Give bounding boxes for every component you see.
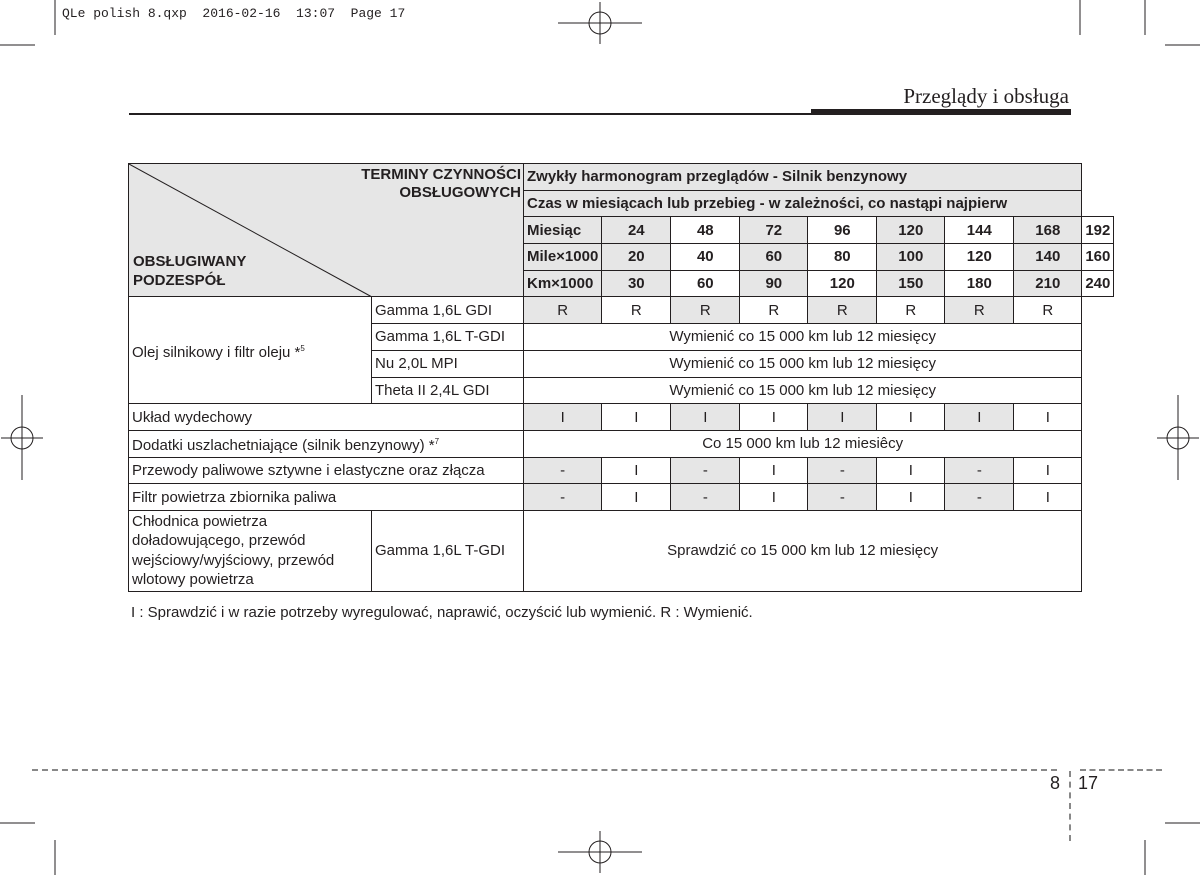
interval-cell: 160 xyxy=(1082,244,1114,271)
intercooler-row-label: Chłodnica powietrza doładowującego, przewód wejściowy/wyjściowy, przewód wlotowy powietrza xyxy=(129,510,372,591)
action-cell: I xyxy=(877,457,945,484)
interval-cell: 120 xyxy=(877,217,945,244)
action-cell: - xyxy=(671,457,740,484)
action-cell: R xyxy=(602,297,671,324)
action-cell: I xyxy=(602,484,671,511)
interval-cell: 80 xyxy=(808,244,877,271)
action-cell: I xyxy=(877,404,945,431)
exhaust-row-label: Układ wydechowy xyxy=(129,404,524,431)
page-number: 17 xyxy=(1078,773,1099,793)
interval-cell: 100 xyxy=(877,244,945,271)
interval-cell: 90 xyxy=(740,270,808,297)
interval-note: Wymienić co 15 000 km lub 12 miesięcy xyxy=(524,377,1082,404)
engine-label: Theta II 2,4L GDI xyxy=(372,377,524,404)
action-cell: I xyxy=(671,404,740,431)
engine-label: Gamma 1,6L GDI xyxy=(372,297,524,324)
action-cell: R xyxy=(524,297,602,324)
interval-cell: 210 xyxy=(1014,270,1082,297)
section-title: Przeglądy i obsługa xyxy=(903,84,1069,108)
interval-note: Sprawdzić co 15 000 km lub 12 miesięcy xyxy=(524,510,1082,591)
interval-cell: 120 xyxy=(945,244,1014,271)
action-cell: I xyxy=(1014,457,1082,484)
action-cell: R xyxy=(740,297,808,324)
interval-cell: 24 xyxy=(602,217,671,244)
action-cell: R xyxy=(877,297,945,324)
maintenance-schedule-table xyxy=(128,163,1114,592)
action-cell: I xyxy=(740,484,808,511)
action-cell: - xyxy=(524,457,602,484)
section-number: 8 xyxy=(1050,773,1061,793)
action-cell: I xyxy=(740,457,808,484)
engine-label: Nu 2,0L MPI xyxy=(372,350,524,377)
registration-mark-bottom xyxy=(558,831,642,873)
action-cell: - xyxy=(524,484,602,511)
interval-cell: 168 xyxy=(1014,217,1082,244)
registration-mark-left xyxy=(1,395,43,480)
header-rule xyxy=(129,113,811,115)
registration-mark-top xyxy=(558,2,642,44)
action-cell: I xyxy=(808,404,877,431)
table-subtitle: Czas w miesiącach lub przebieg - w zależności, co nastąpi najpierw xyxy=(524,190,1082,217)
corner-bottom-label: OBSŁUGIWANY PODZESPÓŁ xyxy=(133,253,247,290)
interval-note: Wymienić co 15 000 km lub 12 miesięcy xyxy=(524,350,1082,377)
interval-cell: 120 xyxy=(808,270,877,297)
interval-cell: 240 xyxy=(1082,270,1114,297)
interval-cell: 20 xyxy=(602,244,671,271)
action-cell: - xyxy=(808,457,877,484)
table-title: Zwykły harmonogram przeglądów - Silnik benzynowy xyxy=(524,164,1082,191)
header-rule-bold xyxy=(811,109,1071,115)
fuel-lines-row-label: Przewody paliwowe sztywne i elastyczne oraz złącza xyxy=(129,457,524,484)
action-cell: I xyxy=(877,484,945,511)
interval-cell: 96 xyxy=(808,217,877,244)
action-cell: I xyxy=(740,404,808,431)
action-cell: I xyxy=(945,404,1014,431)
engine-label: Gamma 1,6L T-GDI xyxy=(372,510,524,591)
fuel-filter-row-label: Filtr powietrza zbiornika paliwa xyxy=(129,484,524,511)
action-cell: I xyxy=(602,457,671,484)
footer-dashed-rule xyxy=(32,769,1057,771)
interval-cell: 72 xyxy=(740,217,808,244)
table-footnote: I : Sprawdzić i w razie potrzeby wyregulować, naprawić, oczyścić lub wymienić. R : Wymienić. xyxy=(131,604,753,621)
action-cell: I xyxy=(1014,404,1082,431)
registration-mark-right xyxy=(1157,395,1199,480)
action-cell: R xyxy=(945,297,1014,324)
km-label: Km×1000 xyxy=(524,270,602,297)
action-cell: R xyxy=(1014,297,1082,324)
action-cell: R xyxy=(808,297,877,324)
action-cell: I xyxy=(1014,484,1082,511)
interval-note: Wymienić co 15 000 km lub 12 miesięcy xyxy=(524,324,1082,351)
action-cell: I xyxy=(602,404,671,431)
action-cell: - xyxy=(945,457,1014,484)
action-cell: - xyxy=(945,484,1014,511)
action-cell: I xyxy=(524,404,602,431)
table-corner-header xyxy=(129,164,524,297)
oil-row-label: Olej silnikowy i filtr oleju *$^5$ xyxy=(129,297,372,404)
months-label: Miesiąc xyxy=(524,217,602,244)
action-cell: - xyxy=(808,484,877,511)
engine-label: Gamma 1,6L T-GDI xyxy=(372,324,524,351)
interval-cell: 140 xyxy=(1014,244,1082,271)
footer-dashed-divider xyxy=(1069,771,1071,841)
interval-cell: 180 xyxy=(945,270,1014,297)
print-slug: QLe polish 8.qxp 2016-02-16 13:07 Page 17 xyxy=(62,6,406,21)
interval-cell: 40 xyxy=(671,244,740,271)
interval-cell: 60 xyxy=(740,244,808,271)
interval-note: Co 15 000 km lub 12 miesiêcy xyxy=(524,430,1082,457)
footer-dashed-rule-right xyxy=(1080,769,1162,771)
corner-top-label: TERMINY CZYNNOŚCI OBSŁUGOWYCH xyxy=(361,166,521,201)
interval-cell: 192 xyxy=(1082,217,1114,244)
interval-cell: 60 xyxy=(671,270,740,297)
interval-cell: 48 xyxy=(671,217,740,244)
interval-cell: 30 xyxy=(602,270,671,297)
action-cell: R xyxy=(671,297,740,324)
additives-row-label: Dodatki uszlachetniające (silnik benzynowy) *$^7$ xyxy=(129,430,524,457)
action-cell: - xyxy=(671,484,740,511)
interval-cell: 150 xyxy=(877,270,945,297)
miles-label: Mile×1000 xyxy=(524,244,602,271)
interval-cell: 144 xyxy=(945,217,1014,244)
